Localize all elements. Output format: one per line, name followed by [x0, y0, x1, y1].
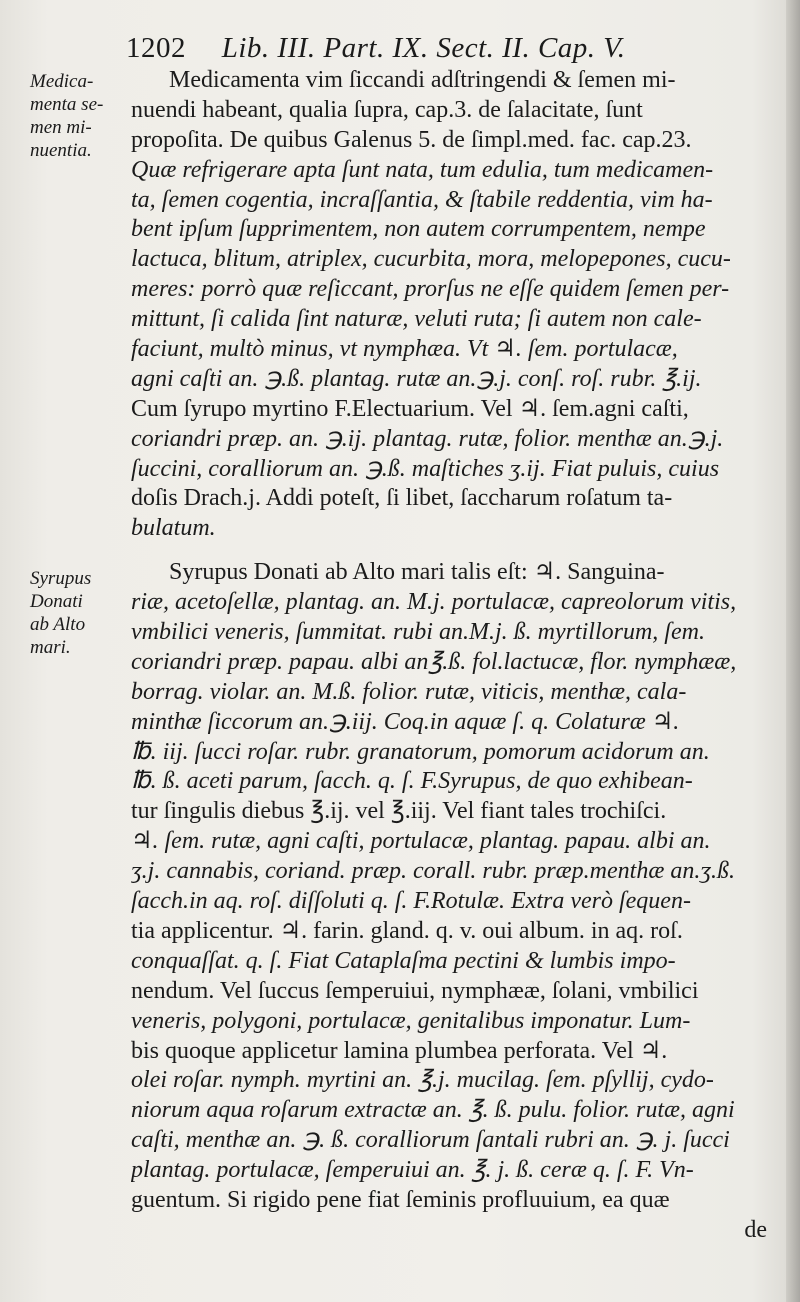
- text-line: riæ, acetoſellæ, plantag. an. M.j. portulacæ, capreolorum vitis,: [131, 589, 737, 616]
- text-line: plantag. portulacæ, ſemperuiui an. ℥. j. ß. ceræ q. ſ. F. Vn-: [131, 1157, 694, 1184]
- text-line: tur ſingulis diebus ℥.ij. vel ℥.iij. Vel fiant tales trochiſci.: [131, 798, 667, 825]
- text-line: guentum. Si rigido pene fiat ſeminis profluuium, ea quæ: [131, 1186, 670, 1213]
- text-line: ʒ.j. cannabis, coriand. præp. corall. rubr. præp.menthæ an.ʒ.ß.: [131, 858, 735, 885]
- margin-note-line: ab Alto: [30, 614, 86, 635]
- text-line: minthæ ſiccorum an.℈.iij. Coq.in aquæ ſ. q. Colaturæ ♃.: [131, 708, 680, 735]
- text-line: meres: porrò quæ reſiccant, prorſus ne eſſe quidem ſemen per-: [131, 276, 730, 303]
- text-line: ſacch.in aq. roſ. diſſoluti q. ſ. F.Rotulæ. Extra verò ſequen-: [131, 888, 691, 915]
- text-line: conquaſſat. q. ſ. Fiat Cataplaſma pectini & lumbis impo-: [131, 947, 676, 974]
- running-header: [126, 32, 766, 65]
- text-line: mittunt, ſi calida ſint naturæ, veluti ruta; ſi autem non cale-: [131, 306, 702, 333]
- text-line: ℔. ß. aceti parum, ſacch. q. ſ. F.Syrupus, de quo exhibean-: [131, 768, 693, 795]
- paragraph-gap: [131, 544, 771, 558]
- text-line: propoſita. De quibus Galenus 5. de ſimpl.med. fac. cap.23.: [131, 126, 692, 153]
- text-line: tia applicentur. ♃. farin. gland. q. v. oui album. in aq. roſ.: [131, 917, 683, 944]
- text-line: vmbilici veneris, ſummitat. rubi an.M.j. ß. myrtillorum, ſem.: [131, 619, 705, 646]
- running-title: Lib. III. Part. IX. Sect. II. Cap. V.: [221, 32, 626, 64]
- body-text: [131, 66, 771, 1246]
- text-line: nendum. Vel ſuccus ſemperuiui, nymphææ, ſolani, vmbilici: [131, 977, 699, 1004]
- text-line: olei roſar. nymph. myrtini an. ℥.j. mucilag. ſem. pſyllij, cydo-: [131, 1067, 714, 1094]
- text-line: Syrupus Donati ab Alto mari talis eſt: ♃. Sanguina-: [169, 559, 665, 586]
- text-line: agni caſti an. ℈.ß. plantag. rutæ an.℈.j. conſ. roſ. rubr. ℥.ij.: [131, 365, 702, 392]
- text-line: coriandri præp. papau. albi an℥.ß. fol.lactucæ, flor. nymphææ,: [131, 648, 737, 675]
- text-line: veneris, polygoni, portulacæ, genitalibus imponatur. Lum-: [131, 1007, 691, 1034]
- text-line: Medicamenta vim ſiccandi adſtringendi & ſemen mi-: [169, 67, 676, 93]
- text-line: nuendi habeant, qualia ſupra, cap.3. de ſalacitate, ſunt: [131, 96, 643, 123]
- margin-note-line: Medica-: [30, 71, 94, 92]
- text-line: bulatum.: [131, 515, 216, 542]
- text-line: ta, ſemen cogentia, incraſſantia, & ſtabile reddentia, vim ha-: [131, 186, 713, 213]
- text-line: bis quoque applicetur lamina plumbea perforata. Vel ♃.: [131, 1037, 668, 1064]
- text-line: borrag. violar. an. M.ß. folior. rutæ, viticis, menthæ, cala-: [131, 678, 687, 705]
- text-line: bent ipſum ſupprimentem, non autem corrumpentem, nempe: [131, 216, 706, 243]
- page-edge-shadow: [786, 0, 800, 1302]
- text-line: coriandri præp. an. ℈.ij. plantag. rutæ, folior. menthæ an.℈.j.: [131, 425, 724, 452]
- margin-note-line: Syrupus: [30, 568, 92, 589]
- margin-note-medicamenta: [30, 70, 125, 162]
- text-line: Quæ refrigerare apta ſunt nata, tum edulia, tum medicamen-: [131, 156, 714, 183]
- text-line: ſuccini, coralliorum an. ℈.ß. maſtiches ʒ.ij. Fiat puluis, cuius: [131, 455, 720, 482]
- margin-note-line: menta se-: [30, 94, 104, 115]
- margin-note-line: nuentia.: [30, 140, 92, 161]
- text-line: niorum aqua roſarum extractæ an. ℥. ß. pulu. folior. rutæ, agni: [131, 1097, 735, 1124]
- margin-note-syrupus: [30, 567, 125, 659]
- text-line: ♃. ſem. rutæ, agni caſti, portulacæ, plantag. papau. albi an.: [131, 828, 711, 855]
- catchword: de: [744, 1216, 767, 1243]
- margin-note-line: Donati: [30, 591, 83, 612]
- text-line: doſis Drach.j. Addi poteſt, ſi libet, ſaccharum roſatum ta-: [131, 485, 673, 512]
- page-number: 1202: [126, 32, 186, 64]
- text-line: lactuca, blitum, atriplex, cucurbita, mora, melopepones, cucu-: [131, 246, 731, 273]
- margin-note-line: men mi-: [30, 117, 92, 138]
- margin-note-line: mari.: [30, 637, 71, 658]
- text-line: Cum ſyrupo myrtino F.Electuarium. Vel ♃. ſem.agni caſti,: [131, 395, 689, 422]
- text-line: caſti, menthæ an. ℈. ß. coralliorum ſantali rubri an. ℈. j. ſucci: [131, 1127, 730, 1154]
- text-line: ℔. iij. ſucci roſar. rubr. granatorum, pomorum acidorum an.: [131, 738, 710, 765]
- text-line: faciunt, multò minus, vt nymphæa. Vt ♃. ſem. portulacæ,: [131, 336, 678, 363]
